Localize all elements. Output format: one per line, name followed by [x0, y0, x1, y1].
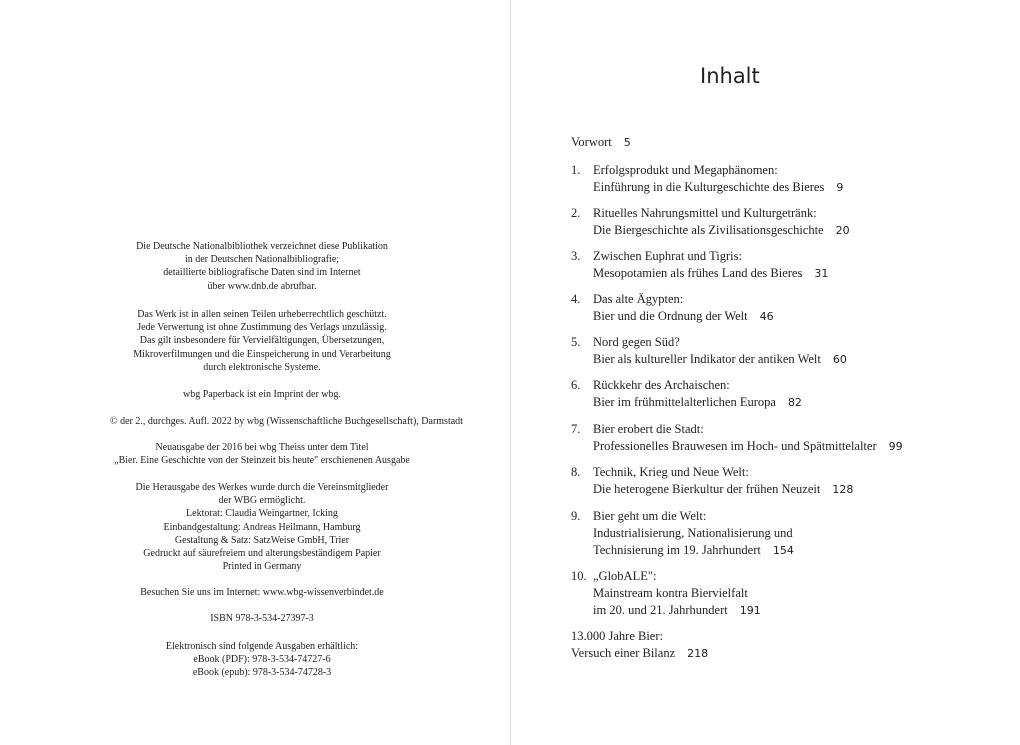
toc-entry[interactable]	[571, 291, 774, 325]
chapter-number: 7.	[571, 422, 581, 436]
toc-entry[interactable]	[571, 377, 802, 411]
toc-entry-text: Bier als kultureller Indikator der antiken Welt	[593, 352, 821, 366]
imprint-line: ISBN 978-3-534-27397-3	[210, 613, 314, 624]
page-number: 82	[787, 396, 802, 409]
toc-entry[interactable]	[571, 248, 828, 282]
imprint-line: Die Deutsche Nationalbibliothek verzeichnet diese Publikation	[136, 241, 388, 252]
toc-entry-line	[593, 585, 761, 602]
toc-entry-text: Einführung in die Kulturgeschichte des Bieres	[593, 180, 825, 194]
imprint-line: wbg Paperback ist ein Imprint der wbg.	[182, 389, 342, 400]
imprint-line: detaillierte bibliografische Daten sind im Internet	[163, 267, 361, 279]
toc-entry-text: Bier und die Ordnung der Welt	[593, 309, 748, 323]
page-number: 128	[832, 483, 854, 496]
toc-title: Inhalt	[700, 64, 760, 88]
toc-entry-text: Erfolgsprodukt und Megaphänomen:	[593, 163, 778, 177]
toc-entry-line	[593, 394, 802, 411]
imprint-block	[110, 586, 414, 599]
chapter-number: 10.	[571, 569, 587, 583]
imprint-line: Printed in Germany	[222, 561, 302, 573]
toc-entry-line	[593, 265, 828, 282]
page-number: 20	[835, 224, 850, 237]
imprint-line: Lektorat: Claudia Weingartner, Icking	[186, 508, 338, 520]
page-number: 31	[814, 267, 829, 280]
chapter-number: 5.	[571, 335, 581, 349]
page-gutter	[510, 0, 511, 745]
imprint-block	[110, 640, 414, 680]
toc-entry[interactable]	[571, 205, 850, 239]
imprint-line: eBook (PDF): 978-3-534-74727-6	[193, 654, 331, 666]
chapter-number: 9.	[571, 509, 581, 523]
toc-entry[interactable]	[571, 568, 761, 619]
toc-entry-text: Mainstream kontra Biervielfalt	[593, 586, 748, 600]
imprint-block	[110, 308, 414, 374]
chapter-number: 6.	[571, 378, 581, 392]
toc-entry-line	[571, 628, 708, 645]
toc-entry-line	[593, 162, 843, 179]
imprint-line: Das Werk ist in allen seinen Teilen urheberrechtlich geschützt.	[137, 309, 387, 320]
toc-entry-line	[593, 179, 843, 196]
imprint-block	[110, 388, 414, 401]
toc-entry-line	[593, 291, 774, 308]
imprint-line: Elektronisch sind folgende Ausgaben erhältlich:	[165, 641, 359, 652]
imprint-line: Jede Verwertung ist ohne Zustimmung des Verlags unzulässig.	[137, 322, 387, 334]
toc-entry-text: Technisierung im 19. Jahrhundert	[593, 543, 761, 557]
toc-entry-text: Nord gegen Süd?	[593, 335, 680, 349]
imprint-block	[110, 240, 414, 293]
toc-entry-text: Technik, Krieg und Neue Welt:	[593, 465, 749, 479]
imprint-line: „Bier. Eine Geschichte von der Steinzeit bis heute" erschienenen Ausgabe	[114, 455, 410, 467]
toc-entry-line	[593, 438, 903, 455]
imprint-line: Neuausgabe der 2016 bei wbg Theiss unter dem Titel	[155, 442, 369, 453]
imprint-line: Die Herausgabe des Werkes wurde durch die Vereinsmitglieder	[135, 482, 389, 493]
toc-entry-line	[593, 351, 847, 368]
toc-entry[interactable]	[571, 421, 903, 455]
imprint-block	[110, 441, 414, 467]
toc-entry[interactable]	[571, 134, 631, 151]
page-number: 9	[836, 181, 844, 194]
toc-entry-line	[593, 464, 853, 481]
toc-entry-text: Versuch einer Bilanz	[571, 646, 676, 660]
page-number: 5	[623, 136, 631, 149]
toc-entry[interactable]	[571, 334, 847, 368]
toc-entry-line	[593, 377, 802, 394]
toc-entry-line	[593, 334, 847, 351]
toc-entry-line	[571, 645, 708, 662]
toc-entry-line	[593, 602, 761, 619]
imprint-block	[110, 481, 414, 573]
imprint-line: Das gilt insbesondere für Vervielfältigungen, Übersetzungen,	[139, 335, 385, 347]
page-number: 46	[759, 310, 774, 323]
toc-entry-text: Industrialisierung, Nationalisierung und	[593, 526, 793, 540]
toc-entry-line	[593, 508, 794, 525]
toc-entry-line	[593, 205, 850, 222]
toc-entry-line	[571, 134, 631, 151]
imprint-line: durch elektronische Systeme.	[203, 361, 321, 373]
toc-entry-text: Mesopotamien als frühes Land des Bieres	[593, 266, 803, 280]
toc-entry-text: Bier im frühmittelalterlichen Europa	[593, 395, 776, 409]
page-number: 154	[772, 544, 794, 557]
imprint-block	[110, 415, 463, 428]
toc-entry-text: Rückkehr des Archaischen:	[593, 378, 730, 392]
imprint-line: in der Deutschen Nationalbibliografie;	[184, 254, 340, 266]
page-number: 99	[888, 440, 903, 453]
toc-entry[interactable]	[571, 464, 853, 498]
chapter-number: 1.	[571, 163, 581, 177]
toc-entry[interactable]	[571, 508, 794, 559]
toc-entry-text: „GlobALE":	[593, 569, 657, 583]
toc-entry-line	[593, 568, 761, 585]
toc-entry-line	[593, 421, 903, 438]
imprint-line: eBook (epub): 978-3-534-74728-3	[192, 667, 332, 679]
toc-entry-text: Zwischen Euphrat und Tigris:	[593, 249, 742, 263]
toc-entry-text: im 20. und 21. Jahrhundert	[593, 603, 728, 617]
toc-entry-line	[593, 542, 794, 559]
page-number: 218	[687, 647, 709, 660]
toc-entry-text: Bier geht um die Welt:	[593, 509, 707, 523]
chapter-number: 4.	[571, 292, 581, 306]
chapter-number: 2.	[571, 206, 581, 220]
toc-entry-line	[593, 525, 794, 542]
toc-entry-text: 13.000 Jahre Bier:	[571, 629, 663, 643]
toc-entry[interactable]	[571, 162, 843, 196]
imprint-line: © der 2., durchges. Aufl. 2022 by wbg (Wissenschaftliche Buchgesellschaft), Darmstadt	[110, 416, 463, 427]
toc-entry-line	[593, 481, 853, 498]
imprint-line: Mikroverfilmungen und die Einspeicherung in und Verarbeitung	[133, 348, 391, 360]
toc-entry-line	[593, 248, 828, 265]
imprint-line: Gedruckt auf säurefreiem und alterungsbeständigem Papier	[143, 548, 381, 560]
toc-entry-line	[593, 222, 850, 239]
chapter-number: 3.	[571, 249, 581, 263]
chapter-number: 8.	[571, 465, 581, 479]
imprint-line: Einbandgestaltung: Andreas Heilmann, Hamburg	[163, 521, 361, 533]
toc-entry-line	[593, 308, 774, 325]
toc-entry-text: Die heterogene Bierkultur der frühen Neuzeit	[593, 482, 821, 496]
imprint-line: Gestaltung & Satz: SatzWeise GmbH, Trier	[174, 534, 350, 546]
toc-entry-text: Das alte Ägypten:	[593, 292, 684, 306]
toc-entry[interactable]	[571, 628, 708, 662]
page-number: 60	[832, 353, 847, 366]
imprint-block	[110, 612, 414, 625]
toc-entry-text: Vorwort	[571, 135, 612, 149]
imprint-line: über www.dnb.de abrufbar.	[207, 280, 317, 292]
toc-entry-text: Die Biergeschichte als Zivilisationsgeschichte	[593, 223, 824, 237]
toc-entry-text: Bier erobert die Stadt:	[593, 422, 704, 436]
imprint-line: Besuchen Sie uns im Internet: www.wbg-wissenverbindet.de	[140, 587, 384, 598]
toc-entry-text: Professionelles Brauwesen im Hoch- und Spätmittelalter	[593, 439, 877, 453]
toc-entry-text: Rituelles Nahrungsmittel und Kulturgetränk:	[593, 206, 817, 220]
page-number: 191	[739, 604, 761, 617]
imprint-line: der WBG ermöglicht.	[218, 495, 306, 507]
